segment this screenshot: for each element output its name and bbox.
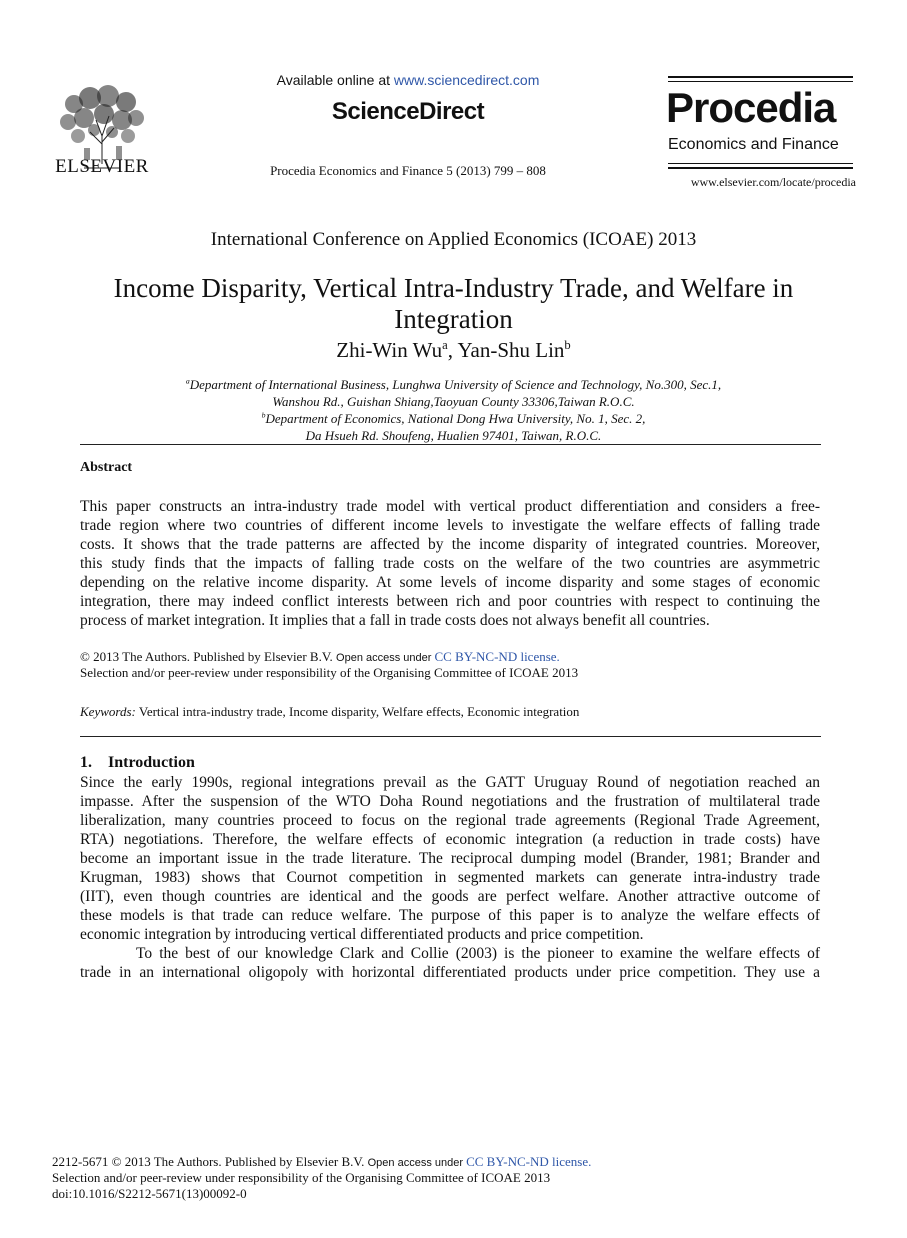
sciencedirect-brand: ScienceDirect [331,98,485,125]
paper-title [70,273,837,335]
abstract-line: This paper constructs an intra-industry trade model with vertical product differentiation and considers a free- [80,498,820,515]
author-name: Zhi-Win Wu [336,338,443,362]
copyright-line [80,649,560,665]
intro-line: liberalization, many countries proceed to focus on the regional trade agreements (Regional Trade Agreement, [80,812,820,829]
intro-line: (IIT), even though countries are identical and the goods are perfect welfare. Another attractive outcome of [80,888,820,905]
affiliation-text: Department of International Business, Lunghwa University of Science and Technology, No.300, Sec.1, [189,377,722,392]
abstract-line: process of market integration. It implies that a fall in trade costs does not always benefit all countries. [80,612,710,629]
open-access-text: Open access under [336,652,435,664]
procedia-subtitle: Economics and Finance [668,136,839,153]
sciencedirect-link[interactable]: www.sciencedirect.com [393,72,540,88]
author-affiliation-mark: a [442,338,448,352]
intro-line: become an important issue in the trade literature. The reciprocal dumping model (Brander, 1981; Brander and [80,850,820,867]
abstract-line: trade region where two countries of different income levels to investigate the welfare effects of falling trade [80,517,820,534]
footer-copyright [52,1154,591,1170]
footer-license-link[interactable]: CC BY-NC-ND license. [466,1154,592,1169]
divider [80,736,821,737]
affiliation-mark: a [185,376,190,386]
procedia-rule [668,163,853,164]
available-online [240,72,576,88]
intro-line: these models is that trade can reduce welfare. The purpose of this paper is to analyze the welfare effects of [80,907,820,924]
authors [0,338,907,363]
intro-line: To the best of our knowledge Clark and Collie (2003) is the pioneer to examine the welfare effects of [80,945,820,962]
abstract-line: depending on the relative income disparity. At some levels of income disparity and some stages of economic [80,574,820,591]
divider [80,444,821,445]
journal-reference: Procedia Economics and Finance 5 (2013) 799 – 808 [270,163,546,178]
footer-copyright-text: 2212-5671 © 2013 The Authors. Published by Elsevier B.V. [52,1154,368,1169]
abstract-line: this study finds that the impacts of falling trade costs on the welfare of the two countries are asymmetric [80,555,820,572]
author-name: Yan-Shu Lin [457,338,565,362]
copyright-text: © 2013 The Authors. Published by Elsevier B.V. [80,649,337,664]
intro-line: RTA) negotiations. Therefore, the welfare effects of economic integration (a reduction in trade costs) have [80,831,820,848]
footer-review-note: Selection and/or peer-review under responsibility of the Organising Committee of ICOAE 2013 [52,1170,551,1185]
title-line: Integration [394,304,513,334]
abstract-heading: Abstract [80,460,133,475]
procedia-logo: Procedia [666,84,836,131]
keywords-list: Vertical intra-industry trade, Income disparity, Welfare effects, Economic integration [135,704,580,719]
affiliation-line: Da Hsueh Rd. Shoufeng, Hualien 97401, Taiwan, R.O.C. [305,428,602,443]
footer-doi[interactable]: doi:10.1016/S2212-5671(13)00092-0 [52,1186,247,1201]
intro-line: impasse. After the suspension of the WTO Doha Round negotiations and the frustration of multilateral trade [80,793,820,810]
keywords-label: Keywords: [80,704,136,719]
journal-url[interactable]: www.elsevier.com/locate/procedia [690,175,856,189]
intro-paragraph [80,773,820,982]
keywords [80,704,579,720]
open-access-text: Open access under [367,1157,467,1169]
intro-line: Krugman, 1983) shows that Cournot competition in segmented markets can generate intra-industry trade [80,869,820,886]
affiliation-line: Wanshou Rd., Guishan Shiang,Taoyuan County 33306,Taiwan R.O.C. [272,394,635,409]
license-link[interactable]: CC BY-NC-ND license. [434,649,560,664]
affiliation-line [0,377,907,393]
intro-line: Since the early 1990s, regional integrations prevail as the GATT Uruguay Round of negotiation reached an [80,774,820,791]
affiliation-line [0,411,907,427]
section-heading: 1. Introduction [80,754,195,771]
intro-line: economic integration by introducing vertical differentiated products and price competition. [80,926,644,943]
affiliation-text: Department of Economics, National Dong Hwa University, No. 1, Sec. 2, [265,411,646,426]
affiliation-mark: b [261,410,266,420]
conference-name: International Conference on Applied Economics (ICOAE) 2013 [210,229,697,250]
abstract-line: costs. It shows that the trade patterns are affected by the income disparity of integrated countries. Moreover, [80,536,820,553]
abstract-body [80,497,820,630]
author-separator: , [447,338,458,362]
author-affiliation-mark: b [564,338,571,352]
procedia-rule [668,81,853,82]
abstract-line: integration, there may indeed conflict interests between rich and poor countries with respect to continuing the [80,593,820,610]
title-line: Income Disparity, Vertical Intra-Industry Trade, and Welfare in [113,273,794,303]
available-prefix: Available online at [276,72,394,88]
intro-line: trade in an international oligopoly with horizontal differentiated products under price competition. They use a [80,964,820,981]
review-note: Selection and/or peer-review under responsibility of the Organising Committee of ICOAE 2013 [80,665,579,680]
procedia-rule [668,76,853,78]
procedia-rule [668,167,853,169]
elsevier-wordmark: ELSEVIER [55,156,149,177]
